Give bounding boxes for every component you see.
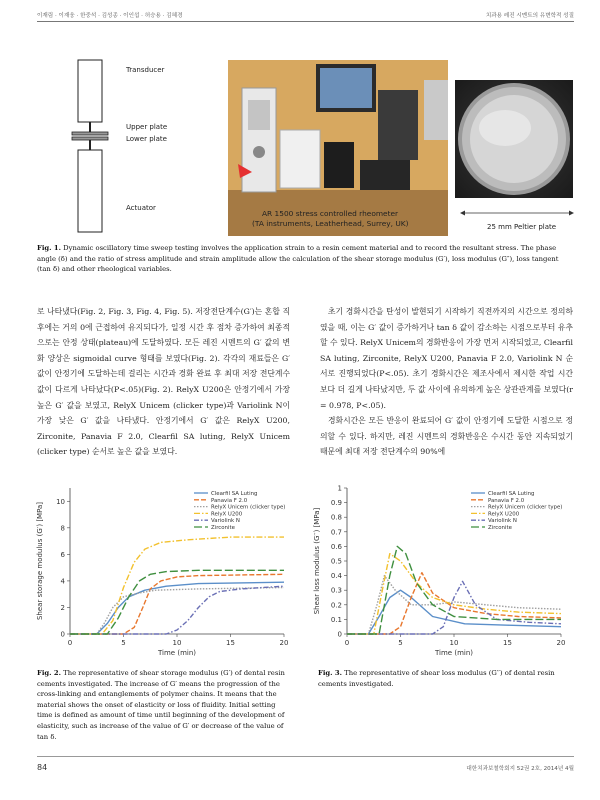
transducer-label: Transducer <box>126 66 165 74</box>
y-tick-label: 1 <box>337 484 342 493</box>
figure-2-caption <box>37 668 287 742</box>
page-number: 84 <box>37 763 48 772</box>
figure-3-caption-label: Fig. 3. <box>318 669 342 677</box>
actuator-label: Actuator <box>126 204 156 212</box>
legend-label-u200: RelyX U200 <box>488 511 520 518</box>
running-header <box>37 7 574 21</box>
header-running-title: 치과용 레진 시멘트의 유변학적 성질 <box>485 13 574 19</box>
legend-label-clearfil: Clearfil SA Luting <box>211 491 258 497</box>
legend-label-unicem: RelyX Unicem (clicker type) <box>488 504 563 511</box>
x-tick-label: 20 <box>556 639 566 647</box>
legend-label-unicem: RelyX Unicem (clicker type) <box>211 504 286 511</box>
right-paragraph-2: 경화시간은 모든 반응이 완료되어 G′ 값이 안정기에 도달한 시점으로 정의할 수 있다. 하지만, 레진 시멘트의 경화반응은 수시간 동안 지속되었기 때문에 최대 저장 전단계수의 90%에 <box>320 416 573 457</box>
x-tick-label: 5 <box>398 639 403 647</box>
series-line-zirconite <box>70 570 284 634</box>
body-right-column <box>320 304 573 460</box>
y-axis-label: Shear loss modulus (G′′) [MPa] <box>313 507 321 615</box>
y-tick-label: 0.5 <box>330 557 342 566</box>
y-tick-label: 0 <box>60 630 65 639</box>
legend-label-clearfil: Clearfil SA Luting <box>488 491 535 497</box>
x-tick-label: 10 <box>449 639 459 647</box>
legend-label-zirconite: Zirconite <box>211 525 235 531</box>
footer-rule <box>37 756 574 757</box>
peltier-plate-photo <box>455 80 573 198</box>
x-tick-label: 15 <box>503 639 512 647</box>
legend-label-panavia: Panavia F 2.0 <box>211 497 248 504</box>
figure-1 <box>0 58 600 236</box>
chart-storage-modulus <box>32 480 294 668</box>
y-tick-label: 0.4 <box>330 572 342 581</box>
left-paragraph: 로 나타냈다(Fig. 2, Fig. 3, Fig. 4, Fig. 5). 저장전단계수(G′)는 혼합 직후에는 거의 0에 근접하여 유지되다가, 일정 시간 후 점차 증가하여 최종적으로는 안정 상태(plateau)에 도달하였다. 모든 레진 시멘트의 G′ 값의 변화 양상은 sigmoidal curve 형태를 보였다(Fig. 2). 각각의 재료들은 G′값이 안정기에 도달하는데 걸리는 시간과 경화 완료 후 최대 저장 전단계수 값이 다르게 나타났다(P<.05)(Fig. 2). RelyX U200은 안정기에서 가장 높은 G′ 값을 보였고, RelyX Unicem (clicker type)과 Variolink N이 가장 낮은 G′ 값을 나타냈다. 안정기에서 G′ 값은 RelyX U200, Zirconite, Panavia F 2.0, Clearfil SA luting, RelyX Unicem (clicker type) 순서로 높은 값을 보였다. <box>37 307 290 457</box>
series-line-variolink <box>70 586 284 634</box>
legend-label-u200: RelyX U200 <box>211 511 243 518</box>
y-tick-label: 0.1 <box>330 615 342 624</box>
figure-1-caption-text: Dynamic oscillatory time sweep testing involves the application strain to a resin cement material and to record the resultant stress. The phase angle (δ) and the ratio of stress amplitude and strain amplitude allow the calculation of the shear storage modulus (G′), loss modulus (G″), loss tangent (tan δ) and other rheological variables. <box>37 244 559 273</box>
chart-storage-modulus-svg <box>32 480 294 664</box>
figure-3-caption <box>318 668 572 689</box>
x-tick-label: 0 <box>344 639 350 647</box>
x-tick-label: 5 <box>121 639 126 647</box>
y-tick-label: 0.6 <box>330 542 342 551</box>
peltier-plate-label: 25 mm Peltier plate <box>487 223 557 231</box>
y-tick-label: 6 <box>60 550 65 559</box>
chart-loss-modulus <box>309 480 571 668</box>
chart-loss-modulus-svg <box>309 480 571 664</box>
y-tick-label: 2 <box>60 603 65 612</box>
x-axis-label: Time (min) <box>434 649 474 657</box>
peltier-plate-drawing <box>455 80 573 198</box>
rheometer-name: AR 1500 stress controlled rheometer <box>262 209 399 218</box>
header-authors: 이재림 · 이재웅 · 한중석 · 김성종 · 이인섭 · 허승용 · 김혜경 <box>37 13 183 19</box>
y-tick-label: 0.2 <box>330 601 342 610</box>
x-tick-label: 10 <box>172 639 182 647</box>
y-axis-label: Shear storage modulus (G′) [MPa] <box>36 501 44 621</box>
header-rule <box>37 21 574 22</box>
legend-label-variolink: Variolink N <box>488 518 517 525</box>
rheometer-maker: (TA instruments, Leatherhead, Surrey, UK) <box>252 219 409 228</box>
y-tick-label: 0.9 <box>330 499 342 508</box>
y-tick-label: 0.3 <box>330 586 342 595</box>
figure-1-caption <box>37 243 573 275</box>
figure-1-caption-label: Fig. 1. <box>37 244 61 252</box>
legend-label-panavia: Panavia F 2.0 <box>488 497 525 504</box>
lower-plate-label: Lower plate <box>126 135 167 143</box>
legend-label-zirconite: Zirconite <box>488 525 512 531</box>
x-axis-label: Time (min) <box>157 649 197 657</box>
upper-plate-label: Upper plate <box>126 123 168 131</box>
y-tick-label: 10 <box>56 497 65 506</box>
x-tick-label: 0 <box>67 639 73 647</box>
y-tick-label: 0 <box>337 630 342 639</box>
journal-info: 대한치과보철학회지 52권 2호, 2014년 4월 <box>466 766 574 772</box>
figure-2-caption-text: The representative of shear storage modulus (G′) of dental resin cements investigated. The increase of G′ means the progression of the cross-linking and entanglements of polymer chains. It means that the material shows the onset of elasticity or loss of fluidity. Initial setting time is defined as amount of time until beginning of the development of elasticity, such as increase of the value of G′ or decrease of the value of tan δ. <box>37 669 285 741</box>
series-line-unicem <box>70 588 284 635</box>
figure-2-caption-label: Fig. 2. <box>37 669 61 677</box>
legend-label-variolink: Variolink N <box>211 518 240 525</box>
y-tick-label: 0.8 <box>330 513 342 522</box>
y-tick-label: 4 <box>60 577 65 586</box>
plate-dimension-arrow <box>458 208 576 218</box>
figure-3-caption-text: The representative of shear loss modulus (G′′) of dental resin cements investigated. <box>318 669 555 688</box>
right-paragraph-1: 초기 경화시간을 탄성이 발현되기 시작하기 직전까지의 시간으로 정의하였을 때, 이는 G′ 값이 증가하거나 tan δ 값이 감소하는 시점으로부터 유추할 수 있다. RelyX Unicem의 경화반응이 가장 먼저 시작되었고, Clearfil SA luting, Zirconite, RelyX U200, Panavia F 2.0, Variolink N 순서로 진행되었다(P<.05). 초기 경화시간은 제조사에서 제시한 작업 시간보다 더 길게 나타났지만, 두 값 사이에 유의하게 높은 상관관계를 보였다(r = 0.978, P<.05). <box>320 307 573 410</box>
x-tick-label: 15 <box>226 639 235 647</box>
x-tick-label: 20 <box>279 639 289 647</box>
body-left-column <box>37 304 290 460</box>
y-tick-label: 8 <box>60 524 65 533</box>
y-tick-label: 0.7 <box>330 528 342 537</box>
